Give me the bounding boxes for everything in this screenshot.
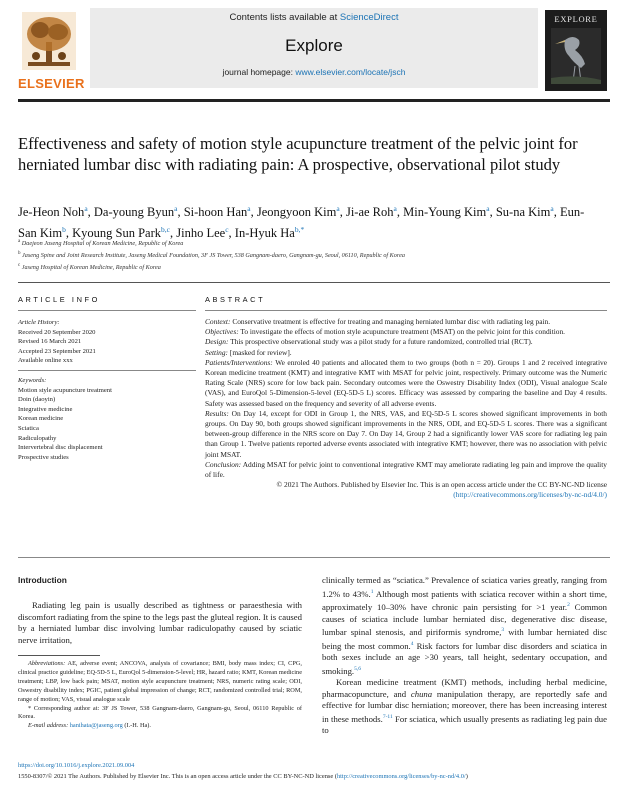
- author-name[interactable]: Min-Young Kim: [403, 205, 487, 220]
- history-date: Accepted 23 September 2021: [18, 347, 96, 355]
- contents-line: [90, 12, 538, 23]
- introduction-heading: Introduction: [18, 575, 67, 585]
- author-affiliation-mark[interactable]: a: [247, 204, 251, 213]
- email-footnote: [18, 722, 302, 731]
- author-name[interactable]: Da-young Byun: [93, 205, 175, 220]
- history-date: Revised 16 March 2021: [18, 338, 82, 346]
- author-affiliation-mark[interactable]: a: [393, 204, 397, 213]
- keywords-label: Keywords:: [18, 377, 47, 384]
- abstract-section-text: On Day 14, except for ODI in Group 1, the NRS, VAS, and EQ-5D-5 L scores showed significant improvements in both groups. On Day 90, both groups showed significant improvements in the NRS, ODI, and EQ-5D-5 L scores. There was a significant between-group difference in the NRS score on Day 7. On Day 14, Group 2 had a significantly lower VAS score for radiating leg pain than Group 1. Twelve patients reported adverse events associated with integrative KMT; however, there was no association with pelvic joint MSAT.: [205, 408, 607, 459]
- keyword[interactable]: Integrative medicine: [18, 405, 73, 413]
- elsevier-logo[interactable]: [18, 8, 85, 92]
- abstract-section: [205, 337, 607, 347]
- text-run: Although most patients with sciatica recover within a short time, approximately 10–30% have chronic pain persisting for >1 year.: [322, 588, 607, 612]
- abstract-section: [205, 460, 607, 480]
- author-affiliation-mark[interactable]: a: [84, 204, 88, 213]
- author-separator: ,: [396, 205, 404, 220]
- abstract-section-label: Design:: [205, 337, 229, 347]
- elsevier-tree-icon: [22, 12, 76, 70]
- introduction-right-column: [322, 575, 607, 737]
- author-list: [18, 200, 593, 242]
- affiliation-text: Jaseng Spine and Joint Research Institute, Jaseng Medical Foundation, 3F JS Tower, 538 Gangnam-daero, Gangnam-gu, Seoul, 06110, Republic of Korea: [22, 252, 405, 260]
- history-list: [18, 328, 196, 366]
- text-run: Risk factors for lumbar disc disorders and sciatica in both sexes include an age >30 years, tall height, sedentary occupation, and smoking.: [322, 640, 607, 676]
- article-info-rule: [18, 310, 196, 311]
- author-affiliation-mark[interactable]: b,c: [161, 225, 170, 235]
- affiliation-text: Daejeon Jaseng Hospital of Korean Medicine, Republic of Korea: [21, 240, 184, 248]
- footer-license-text: 1550-8307/© 2021 The Authors. Published by Elsevier Inc. This is an open access article under the CC BY-NC-ND license (: [18, 773, 337, 780]
- author-name[interactable]: In-Hyuk Ha: [234, 226, 295, 241]
- keyword[interactable]: Korean medicine: [18, 415, 64, 423]
- keyword[interactable]: Prospective studies: [18, 453, 69, 461]
- affiliation-mark: a: [18, 239, 21, 244]
- footer-license-link[interactable]: http://creativecommons.org/licenses/by-nc-nd/4.0/: [336, 773, 466, 780]
- abstract-section-text: Conservative treatment is effective for treating and managing herniated lumbar disc with radiating leg pain.: [232, 317, 551, 326]
- keyword[interactable]: Doin (daoyin): [18, 396, 56, 404]
- author-affiliation-mark[interactable]: a: [336, 204, 340, 213]
- abstract-section: [205, 327, 607, 337]
- abstract-section-text: To investigate the effects of motion style acupuncture treatment (MSAT) on the pelvic joint for this condition.: [240, 327, 566, 337]
- citation-3[interactable]: 3: [501, 627, 505, 634]
- email-link[interactable]: hanihata@jaseng.org: [69, 722, 123, 730]
- text-run: For sciatica, which usually presents as radiating leg pain due to: [322, 713, 608, 736]
- abstract-section-text: This prospective observational study was a pilot study for a future randomized, controlled trial (RCT).: [230, 337, 533, 347]
- author-name[interactable]: Ji-ae Roh: [345, 205, 394, 220]
- keyword[interactable]: Motion style acupuncture treatment: [18, 386, 112, 394]
- footer-license-close: ): [465, 773, 468, 780]
- email-label: E-mail address:: [28, 722, 69, 730]
- author-separator: ,: [553, 205, 560, 220]
- license-link[interactable]: (http://creativecommons.org/licenses/by-nc-nd/4.0/): [453, 490, 607, 500]
- author-name[interactable]: Su-na Kim: [495, 205, 551, 220]
- intro-paragraph-1: Radiating leg pain is usually described as tightness or paraesthesia with discomfort radiating from the spine to the legs past the gluteal region. It is caused by a herniated lumbar disc involving lumbar radiculopathy caused by sciatic nerve irritation,: [18, 600, 302, 646]
- keyword-list: [18, 386, 196, 463]
- history-date: Available online xxx: [18, 357, 73, 365]
- abstract-rule: [205, 310, 607, 311]
- abstract-section-label: Setting:: [205, 347, 228, 357]
- text-run: clinically termed as “sciatica.” Prevalence of sciatica varies greatly, ranging from 1.2% to 43%.: [322, 575, 607, 599]
- author-name[interactable]: Si-hoon Han: [183, 205, 248, 220]
- doi-link[interactable]: https://doi.org/10.1016/j.explore.2021.09.004: [18, 762, 135, 769]
- abstract-section: [205, 317, 607, 327]
- journal-masthead: [18, 8, 610, 98]
- author-name[interactable]: Eun-San Kim: [18, 205, 585, 241]
- homepage-link[interactable]: www.elsevier.com/locate/jsch: [295, 67, 406, 77]
- affiliation: [18, 249, 598, 261]
- author-separator: ,: [228, 226, 235, 241]
- article-info-heading: ARTICLE INFO: [18, 295, 100, 304]
- intro-paragraph-2: [322, 575, 607, 677]
- affiliation-text: Jaseng Hospital of Korean Medicine, Republic of Korea: [21, 264, 161, 272]
- section-divider: [18, 282, 610, 283]
- affiliation: [18, 237, 598, 249]
- contents-prefix: Contents lists available at: [229, 12, 338, 23]
- footnote-rule: [18, 655, 100, 656]
- copyright-text: © 2021 The Authors. Published by Elsevier Inc. This is an open access article under the CC BY-NC-ND license: [276, 480, 607, 490]
- text-run: manipulation therapy, are reportedly safe and effective for lumbar disc herniation; moreover, there has been increasing interest in these methods.: [322, 688, 607, 724]
- text-run: Korean medicine treatment (KMT) methods, including herbal medicine, pharmacopuncture, and: [322, 677, 607, 699]
- author-name[interactable]: Je-Heon Noh: [18, 205, 85, 220]
- history-label: Article History:: [18, 319, 60, 326]
- abstract-section-text: [masked for review].: [229, 347, 292, 357]
- citation-5[interactable]: 5,6: [354, 665, 361, 672]
- article-history: [18, 318, 196, 366]
- author-affiliation-mark[interactable]: a: [550, 204, 554, 213]
- affiliation: [18, 261, 598, 273]
- author-affiliation-mark[interactable]: b: [62, 225, 66, 235]
- abstract-divider: [18, 557, 610, 558]
- abbreviations-label: Abbreviations:: [28, 660, 66, 667]
- abstract-section: [205, 348, 607, 358]
- affiliation-mark: c: [18, 263, 21, 269]
- abstract-section-label: Context:: [205, 317, 231, 326]
- heron-cover-image: [551, 28, 601, 84]
- journal-info-box: [90, 8, 538, 88]
- keywords-block: [18, 376, 196, 462]
- abstract-section: [205, 358, 607, 409]
- history-date: Received 20 September 2020: [18, 328, 96, 336]
- intro-paragraph-3: [322, 677, 607, 737]
- journal-cover[interactable]: [545, 10, 607, 91]
- affiliation-list: [18, 237, 598, 273]
- abstract-body: [205, 317, 607, 501]
- abbreviations-text: AE, adverse event; ANCOVA, analysis of covariance; BMI, body mass index; CI, CPG, clinical practice guideline; EQ-5D-5 L, EuroQol 5-dimension-5-level; HR, hazard ratio; KMT, Korean medicine treatment; LBP, low back pain; MSAT, motion style acupuncture treatment; NRS, numeric rating scale; ODI, Oswestry disability index; PGIC, patient global impression of change; RCT, randomized controlled trial; ROM, range of motion; VAS, visual analogue scale: [18, 660, 302, 703]
- footnotes: [18, 660, 302, 731]
- email-suffix: (I.-H. Ha).: [122, 722, 151, 730]
- author-separator: ,: [250, 205, 257, 220]
- homepage-line: [90, 67, 538, 77]
- keyword[interactable]: Sciatica: [18, 424, 39, 432]
- affiliation-mark: b: [18, 251, 21, 257]
- publisher-name: ELSEVIER: [18, 76, 85, 91]
- abstract-section-label: Objectives:: [205, 327, 239, 337]
- author-separator: ,: [87, 205, 94, 220]
- author-affiliation-mark[interactable]: a: [174, 204, 178, 213]
- author-affiliation-mark[interactable]: a: [486, 204, 490, 213]
- author-separator: ,: [177, 205, 184, 220]
- footer-license: [18, 773, 468, 780]
- citation-1[interactable]: 1: [370, 588, 374, 595]
- abstract-section: [205, 409, 607, 460]
- cover-title: EXPLORE: [554, 14, 598, 24]
- paper-title: Effectiveness and safety of motion style acupuncture treatment of the pelvic joint for herniated lumbar disc with radiating pain: A prospective, observational pilot study: [18, 134, 578, 174]
- abstract-section-text: We enroled 40 patients and allocated them to two groups (both n = 20). Groups 1 and 2 received integrative Korean medicine treatment (KMT) and integrative KMT with MSAT for pelvic joint, respectively. Primary outcome was the Numeric Rating Scale (NRS) score for low back pain. Secondary outcomes were the Oswestry Disability Index (ODI), Visual analogue Scale (VAS), and EuroQol 5-Dimension-5-level (EQ-5D-5 L) scores. Efficacy was assessed by comparing the baseline and Day 4 results. Safety was assessed based on the frequency and severity of all adverse events.: [205, 357, 608, 408]
- citation-6[interactable]: 7-11: [382, 713, 393, 720]
- author-separator: ,: [65, 226, 73, 241]
- author-name[interactable]: Jeongyoon Kim: [256, 205, 337, 220]
- text-run: Common causes of sciatica include lumbar herniated disc, degenerative disc disease, lumbar spinal stenosis, and piriformis syndrome,: [322, 601, 607, 638]
- abbreviations-footnote: [18, 660, 302, 705]
- abstract-section-label: Conclusion:: [205, 459, 242, 469]
- abstract-sections: [205, 317, 607, 480]
- citation-2[interactable]: 2: [567, 602, 570, 609]
- citation-4[interactable]: 4: [410, 640, 414, 647]
- author-separator: ,: [339, 205, 346, 220]
- keyword[interactable]: Intervertebral disc displacement: [18, 444, 103, 452]
- journal-title: Explore: [285, 36, 343, 55]
- corresponding-author: * Corresponding author at: 3F JS Tower, 538 Gangnam-daero, Gangnam-gu, Seoul, 06110 Republic of Korea.: [18, 704, 302, 721]
- author-affiliation-mark[interactable]: b,*: [294, 225, 305, 235]
- sciencedirect-link[interactable]: ScienceDirect: [339, 12, 399, 23]
- abstract-section-label: Results:: [205, 408, 229, 418]
- abstract-section-label: Patients/Interventions:: [205, 357, 273, 367]
- author-separator: ,: [169, 226, 177, 241]
- italic-term: chuna: [410, 688, 433, 699]
- header-divider: [18, 99, 610, 102]
- author-affiliation-mark[interactable]: c: [225, 225, 229, 235]
- abstract-heading: ABSTRACT: [205, 295, 266, 304]
- author-name[interactable]: Kyoung Sun Park: [72, 226, 162, 241]
- homepage-prefix: journal homepage:: [222, 67, 293, 77]
- author-name[interactable]: Jinho Lee: [176, 226, 226, 241]
- introduction-left-column: [18, 600, 302, 647]
- keywords-rule: [18, 370, 196, 371]
- copyright-notice: [205, 480, 607, 500]
- author-separator: ,: [489, 205, 496, 220]
- abstract-section-text: Adding MSAT for pelvic joint to conventional integrative KMT may ameliorate radiating leg pain and improve the quality of life.: [205, 459, 607, 480]
- keyword[interactable]: Radiculopathy: [18, 434, 57, 442]
- text-run: with lumbar herniated disc being the most common.: [322, 627, 607, 651]
